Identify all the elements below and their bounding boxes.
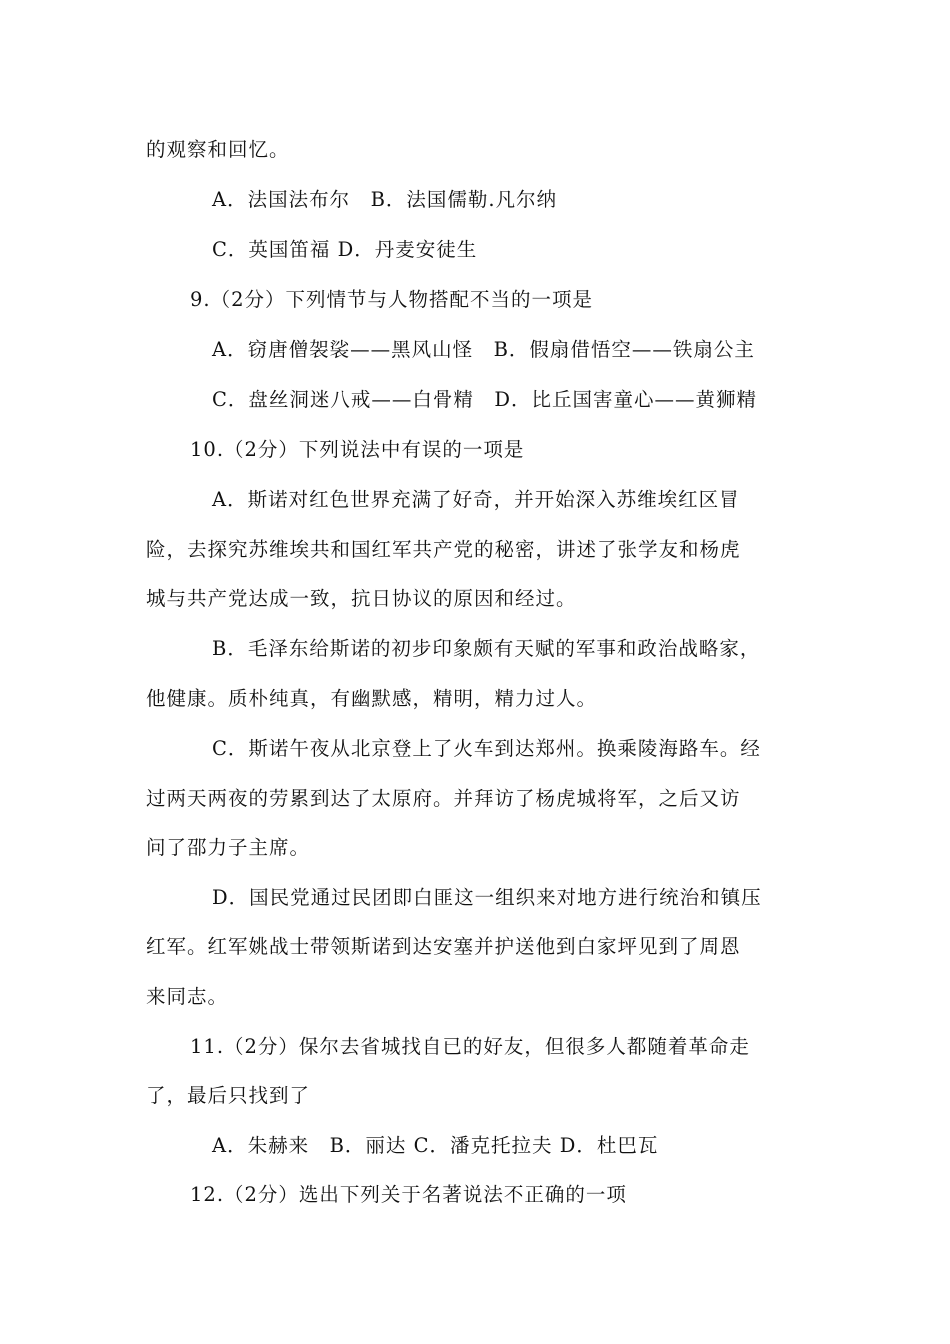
- text-line: 了，最后只找到了: [146, 1084, 311, 1107]
- option-line: A．窃唐僧袈裟——黑风山怪 B．假扇借悟空——铁扇公主: [212, 338, 755, 361]
- text-line: 过两天两夜的劳累到达了太原府。并拜访了杨虎城将军，之后又访: [146, 787, 741, 810]
- text-line: 城与共产党达成一致，抗日协议的原因和经过。: [146, 587, 577, 610]
- option-line: C．盘丝洞迷八戒——白骨精 D．比丘国害童心——黄狮精: [212, 388, 758, 411]
- text-line: 问了邵力子主席。: [146, 836, 311, 859]
- option-line: C．英国笛福 D．丹麦安徒生: [212, 238, 478, 261]
- question-9: 9.（2分）下列情节与人物搭配不当的一项是: [190, 288, 594, 311]
- question-11: 11.（2分）保尔去省城找自已的好友，但很多人都随着革命走: [190, 1035, 750, 1058]
- text-line: 险，去探究苏维埃共和国红军共产党的秘密，讲述了张学友和杨虎: [146, 538, 741, 561]
- question-10: 10.（2分）下列说法中有误的一项是: [190, 438, 525, 461]
- option-line: A．法国法布尔 B．法国儒勒.凡尔纳: [212, 188, 558, 211]
- question-12: 12.（2分）选出下列关于名著说法不正确的一项: [190, 1183, 627, 1206]
- option-line: A．朱赫来 B．丽达 C．潘克托拉夫 D．杜巴瓦: [212, 1134, 659, 1157]
- text-line: 的观察和回忆。: [146, 138, 290, 161]
- option-line: C．斯诺午夜从北京登上了火车到达郑州。换乘陵海路车。经: [212, 737, 761, 760]
- option-line: D．国民党通过民团即白匪这一组织来对地方进行统治和镇压: [212, 886, 762, 909]
- text-line: 他健康。质朴纯真，有幽默感，精明，精力过人。: [146, 687, 598, 710]
- option-line: A．斯诺对红色世界充满了好奇，并开始深入苏维埃红区冒: [212, 488, 740, 511]
- text-line: 来同志。: [146, 985, 229, 1008]
- text-line: 红军。红军姚战士带领斯诺到达安塞并护送他到白家坪见到了周恩: [146, 935, 741, 958]
- option-line: B．毛泽东给斯诺的初步印象颇有天赋的军事和政治战略家，: [212, 637, 761, 660]
